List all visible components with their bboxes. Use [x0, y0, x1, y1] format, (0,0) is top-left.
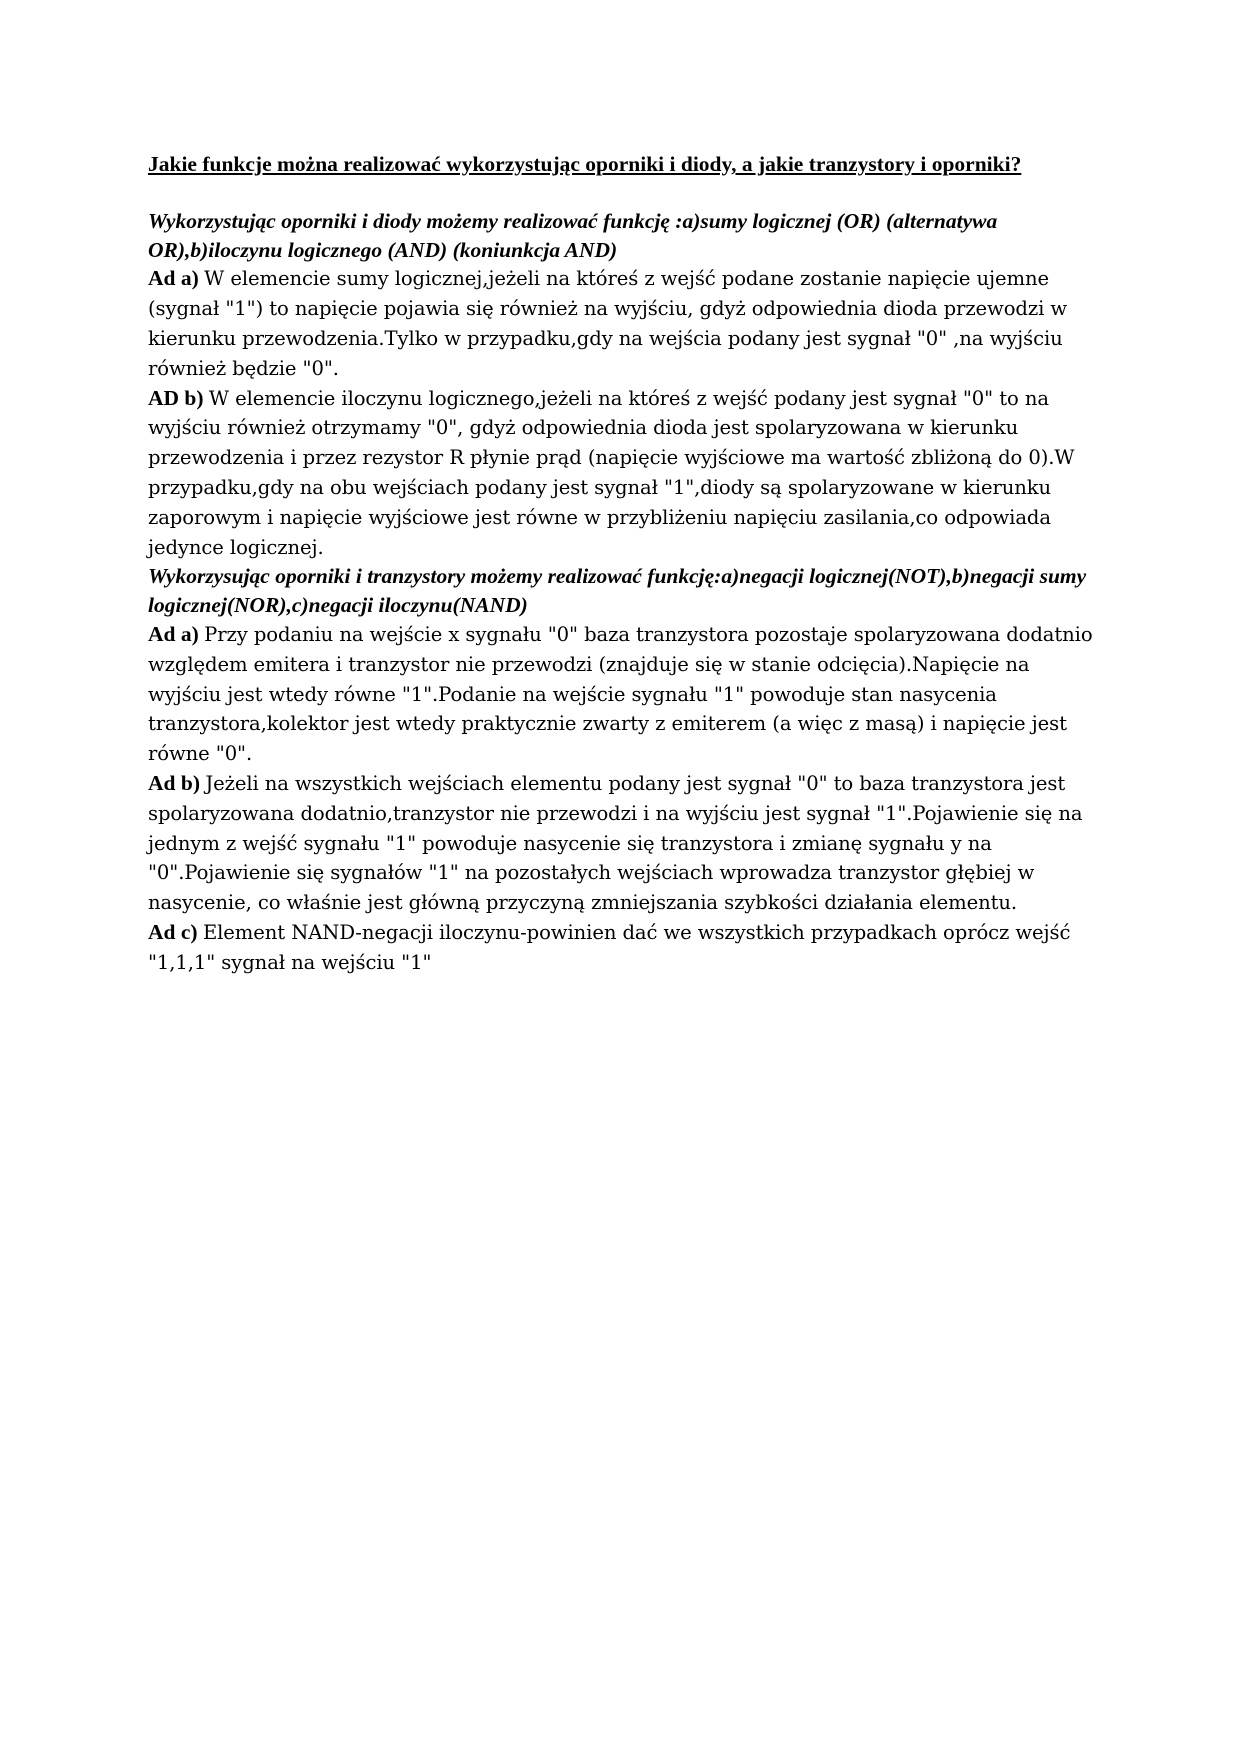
paragraph-text: W elemencie iloczynu logicznego,jeżeli na któreś z wejść podany jest sygnał "0" to na wyjściu również otrzymamy "0", gdyż odpowiednia dioda jest spolaryzowana w kierunku przewodzenia i przez rezystor R płynie prąd (napięcie wyjściowe ma wartość zbliżoną do 0).W przypadku,gdy na obu wejściach podany jest sygnał "1",diody są spolaryzowane w kierunku zaporowym i napięcie wyjściowe jest równe w przybliżeniu napięciu zasilania,co odpowiada jedynce logicznej.: [148, 386, 1075, 559]
paragraph-lead: Ad c): [148, 919, 198, 944]
section-heading-diodes: Wykorzystując oporniki i diody możemy realizować funkcję :a)sumy logicznej (OR) (alternatywa OR),b)iloczynu logicznego (AND) (koniunkcja AND): [148, 208, 998, 262]
paragraph-lead: Ad b): [148, 770, 200, 795]
paragraph-text: Przy podaniu na wejście x sygnału "0" baza tranzystora pozostaje spolaryzowana dodatnio względem emitera i tranzystor nie przewodzi (znajduje się w stanie odcięcia).Napięcie na wyjściu jest wtedy równe "1".Podanie na wejście sygnału "1" powoduje stan nasycenia tranzystora,kolektor jest wtedy praktycznie zwarty z emiterem (a więc z masą) i napięcie jest równe "0".: [148, 622, 1093, 766]
paragraph-ad-a-not: [148, 620, 1098, 769]
section-heading-transistors: Wykorzysując oporniki i tranzystory możemy realizować funkcję:a)negacji logicznej(NOT),b)negacji sumy logicznej(NOR),c)negacji iloczynu(NAND): [148, 564, 1087, 618]
document-page: [148, 150, 1098, 978]
paragraph-lead: AD b): [148, 385, 204, 410]
paragraph-text: W elemencie sumy logicznej,jeżeli na któreś z wejść podane zostanie napięcie ujemne (sygnał "1") to napięcie pojawia się również na wyjściu, gdyż odpowiednia dioda przewodzi w kierunku przewodzenia.Tylko w przypadku,gdy na wejścia podany jest sygnał "0" ,na wyjściu również będzie "0".: [148, 267, 1068, 380]
document-title: Jakie funkcje można realizować wykorzystując oporniki i diody, a jakie tranzystory i oporniki?: [148, 152, 1022, 176]
paragraph-ad-c-nand: [148, 918, 1098, 978]
paragraph-lead: Ad a): [148, 621, 199, 646]
paragraph-lead: Ad a): [148, 266, 199, 291]
paragraph-text: Jeżeli na wszystkich wejściach elementu podany jest sygnał "0" to baza tranzystora jest spolaryzowana dodatnio,tranzystor nie przewodzi i na wyjściu jest sygnał "1".Pojawienie się na jednym z wejść sygnału "1" powoduje nasycenie się tranzystora i zmianę sygnału y na "0".Pojawienie się sygnałów "1" na pozostałych wejściach wprowadza tranzystor głębiej w nasycenie, co właśnie jest główną przyczyną zmniejszania szybkości działania elementu.: [148, 771, 1083, 915]
paragraph-ad-b-nor: [148, 769, 1098, 918]
paragraph-ad-a-or: [148, 264, 1098, 383]
paragraph-ad-b-and: [148, 384, 1098, 563]
paragraph-text: Element NAND-negacji iloczynu-powinien dać we wszystkich przypadkach oprócz wejść "1,1,1" sygnał na wejściu "1": [148, 920, 1071, 974]
